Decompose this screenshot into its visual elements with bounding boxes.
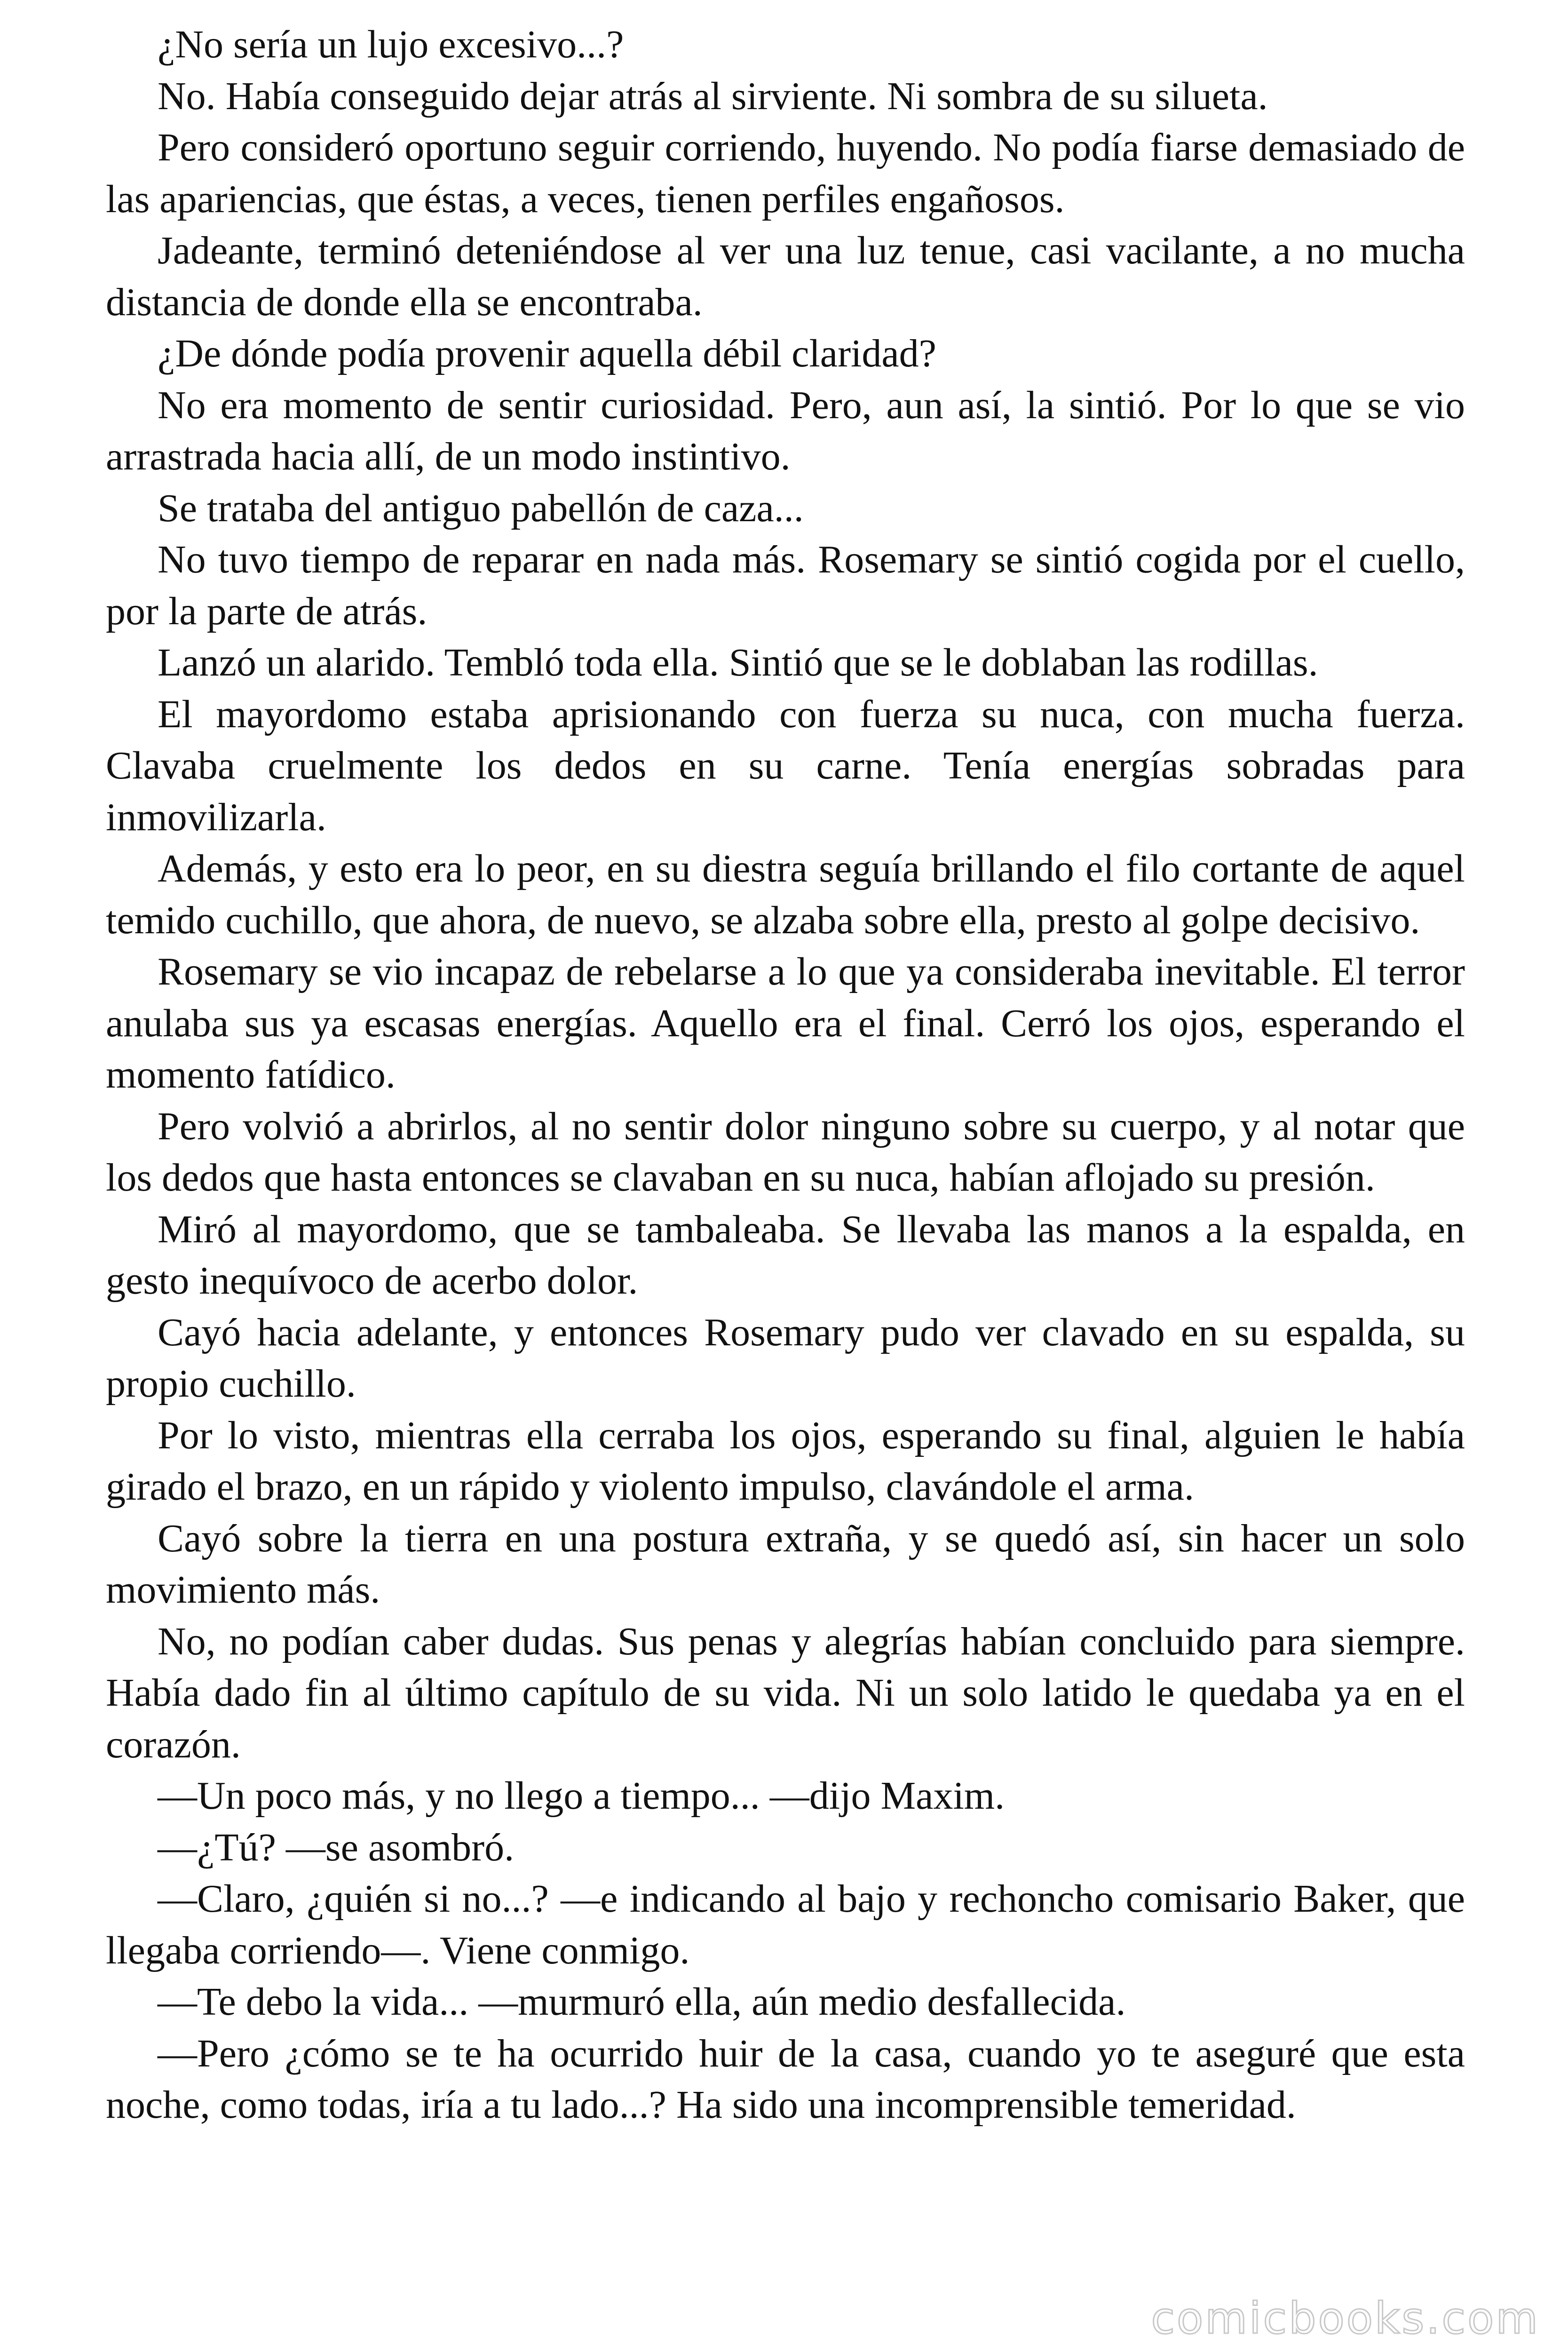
dialogue-line: —Te debo la vida... —murmuró ella, aún medio desfallecida. <box>158 1980 1126 2024</box>
body-text <box>106 19 1465 2131</box>
paragraph: Cayó sobre la tierra en una postura extraña, y se quedó así, sin hacer un solo movimiento más. <box>106 1516 1465 1612</box>
paragraph: Rosemary se vio incapaz de rebelarse a lo que ya consideraba inevitable. El terror anulaba sus ya escasas energías. Aquello era el final. Cerró los ojos, esperando el momento fatídico. <box>106 950 1465 1097</box>
paragraph: Pero volvió a abrirlos, al no sentir dolor ninguno sobre su cuerpo, y al notar que los dedos que hasta entonces se clavaban en su nuca, habían aflojado su presión. <box>106 1104 1465 1200</box>
paragraph: Además, y esto era lo peor, en su diestra seguía brillando el filo cortante de aquel temido cuchillo, que ahora, de nuevo, se alzaba sobre ella, presto al golpe decisivo. <box>106 847 1465 942</box>
paragraph: No era momento de sentir curiosidad. Pero, aun así, la sintió. Por lo que se vio arrastrada hacia allí, de un modo instintivo. <box>106 383 1465 478</box>
dialogue-line: —¿Tú? —se asombró. <box>158 1825 515 1869</box>
paragraph: No, no podían caber dudas. Sus penas y alegrías habían concluido para siempre. Había dado fin al último capítulo de su vida. Ni un solo latido le quedaba ya en el corazón. <box>106 1619 1465 1766</box>
dialogue-line: —Un poco más, y no llego a tiempo... —dijo Maxim. <box>158 1774 1005 1818</box>
paragraph: Cayó hacia adelante, y entonces Rosemary pudo ver clavado en su espalda, su propio cuchillo. <box>106 1310 1465 1406</box>
paragraph: Jadeante, terminó deteniéndose al ver una luz tenue, casi vacilante, a no mucha distancia de donde ella se encontraba. <box>106 229 1465 324</box>
paragraph: No tuvo tiempo de reparar en nada más. Rosemary se sintió cogida por el cuello, por la parte de atrás. <box>106 538 1465 633</box>
paragraph: Por lo visto, mientras ella cerraba los ojos, esperando su final, alguien le había girado el brazo, en un rápido y violento impulso, clavándole el arma. <box>106 1413 1465 1509</box>
dialogue-line: —Pero ¿cómo se te ha ocurrido huir de la casa, cuando yo te aseguré que esta noche, como todas, iría a tu lado...? Ha sido una incomprensible temeridad. <box>106 2031 1465 2127</box>
paragraph: ¿De dónde podía provenir aquella débil claridad? <box>158 332 936 375</box>
paragraph: Lanzó un alarido. Tembló toda ella. Sintió que se le doblaban las rodillas. <box>158 641 1318 684</box>
paragraph: Se trataba del antiguo pabellón de caza... <box>158 486 804 530</box>
paragraph: Pero consideró oportuno seguir corriendo, huyendo. No podía fiarse demasiado de las apariencias, que éstas, a veces, tienen perfiles engañosos. <box>106 126 1465 221</box>
paragraph: ¿No sería un lujo excesivo...? <box>158 23 624 66</box>
paragraph: No. Había conseguido dejar atrás al sirviente. Ni sombra de su silueta. <box>158 74 1268 118</box>
paragraph: Miró al mayordomo, que se tambaleaba. Se llevaba las manos a la espalda, en gesto inequívoco de acerbo dolor. <box>106 1207 1465 1303</box>
watermark: comicbooks.com <box>1151 2293 1540 2344</box>
paragraph: El mayordomo estaba aprisionando con fuerza su nuca, con mucha fuerza. Clavaba cruelmente los dedos en su carne. Tenía energías sobradas para inmovilizarla. <box>106 692 1465 839</box>
dialogue-line: —Claro, ¿quién si no...? —e indicando al bajo y rechoncho comisario Baker, que llegaba corriendo—. Viene conmigo. <box>106 1877 1465 1972</box>
